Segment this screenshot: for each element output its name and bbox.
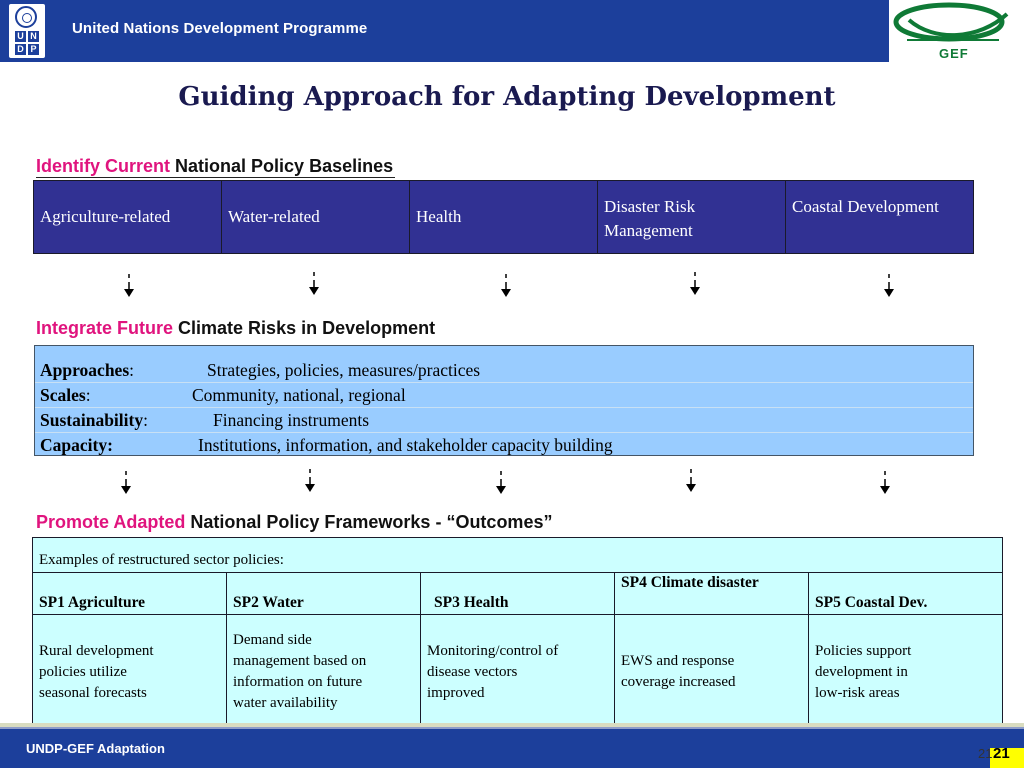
- undp-letter: U: [15, 31, 26, 42]
- undp-letter: N: [28, 31, 39, 42]
- program-cell: SP1 Agriculture: [33, 573, 227, 614]
- org-name: United Nations Development Programme: [72, 20, 368, 37]
- down-arrow-icon: [883, 274, 895, 298]
- header-bar: [0, 0, 1024, 62]
- baseline-cell: Coastal Development: [792, 197, 939, 216]
- section-highlight: Identify Current: [36, 156, 171, 176]
- description-cell: EWS and response coverage increased: [615, 615, 809, 729]
- baseline-cell: Agriculture-related: [34, 181, 222, 253]
- risk-key: Capacity:: [40, 435, 113, 455]
- section-heading-climate-risks: [36, 318, 435, 339]
- page-number: 21: [993, 745, 1010, 762]
- baseline-cell: Health: [410, 181, 598, 253]
- down-arrow-icon: [123, 274, 135, 298]
- outcomes-table: [32, 537, 1003, 730]
- program-cell: SP5 Coastal Dev.: [815, 594, 928, 611]
- description-cell: Monitoring/control of disease vectors improved: [421, 615, 615, 729]
- down-arrow-icon: [879, 471, 891, 495]
- risk-key: Scales:: [40, 385, 91, 405]
- down-arrow-icon: [495, 471, 507, 495]
- down-arrow-icon: [500, 274, 512, 298]
- undp-letter: D: [15, 44, 26, 55]
- risk-row: [35, 383, 973, 408]
- section-heading-baselines: [36, 156, 395, 178]
- risk-row: [35, 433, 973, 457]
- description-row: [33, 615, 1002, 729]
- down-arrow-icon: [685, 469, 697, 493]
- program-cell: SP4 Climate disaster: [615, 573, 809, 614]
- risk-value: Community, national, regional: [192, 385, 406, 405]
- gef-label: GEF: [939, 46, 969, 61]
- section-rest: National Policy Frameworks - “Outcomes”: [190, 512, 553, 532]
- baseline-cell: Water-related: [222, 181, 410, 253]
- risk-key: Approaches:: [40, 360, 135, 380]
- risk-key: Sustainability:: [40, 410, 148, 430]
- description-cell: Policies support development in low-risk areas: [815, 642, 912, 701]
- undp-letter: P: [28, 44, 39, 55]
- section-rest: Climate Risks in Development: [178, 318, 436, 338]
- program-row: [33, 573, 1002, 615]
- down-arrow-icon: [304, 469, 316, 493]
- program-cell: SP3 Health: [421, 573, 615, 614]
- section-rest: National Policy Baselines: [175, 156, 394, 176]
- page-number-ghost: 21: [978, 746, 993, 761]
- risk-row: [35, 408, 973, 433]
- footer-bar: [0, 729, 1024, 768]
- down-arrow-icon: [120, 471, 132, 495]
- risk-value: Institutions, information, and stakeholder capacity building: [198, 435, 613, 455]
- risk-row: [35, 358, 973, 383]
- risk-value: Strategies, policies, measures/practices: [207, 360, 481, 380]
- down-arrow-icon: [689, 272, 701, 296]
- program-cell: SP2 Water: [227, 573, 421, 614]
- page-title: Guiding Approach for Adapting Development: [178, 82, 836, 112]
- undp-logo: [9, 4, 45, 58]
- baseline-cell: Disaster Risk Management: [598, 181, 786, 253]
- description-cell: Demand side management based on information on future water availability: [227, 615, 421, 729]
- un-emblem-icon: [15, 6, 37, 28]
- section-heading-outcomes: [36, 512, 552, 533]
- down-arrow-icon: [308, 272, 320, 296]
- footer-label: UNDP-GEF Adaptation: [26, 741, 165, 756]
- section-highlight: Integrate Future: [36, 318, 174, 338]
- description-cell: Rural development policies utilize seasonal forecasts: [33, 615, 227, 729]
- section-highlight: Promote Adapted: [36, 512, 186, 532]
- climate-risks-box: [34, 345, 974, 456]
- outcomes-intro: Examples of restructured sector policies:: [33, 538, 1002, 573]
- risk-value: Financing instruments: [213, 410, 370, 430]
- gef-logo: [889, 0, 1024, 64]
- baseline-row: [33, 180, 974, 254]
